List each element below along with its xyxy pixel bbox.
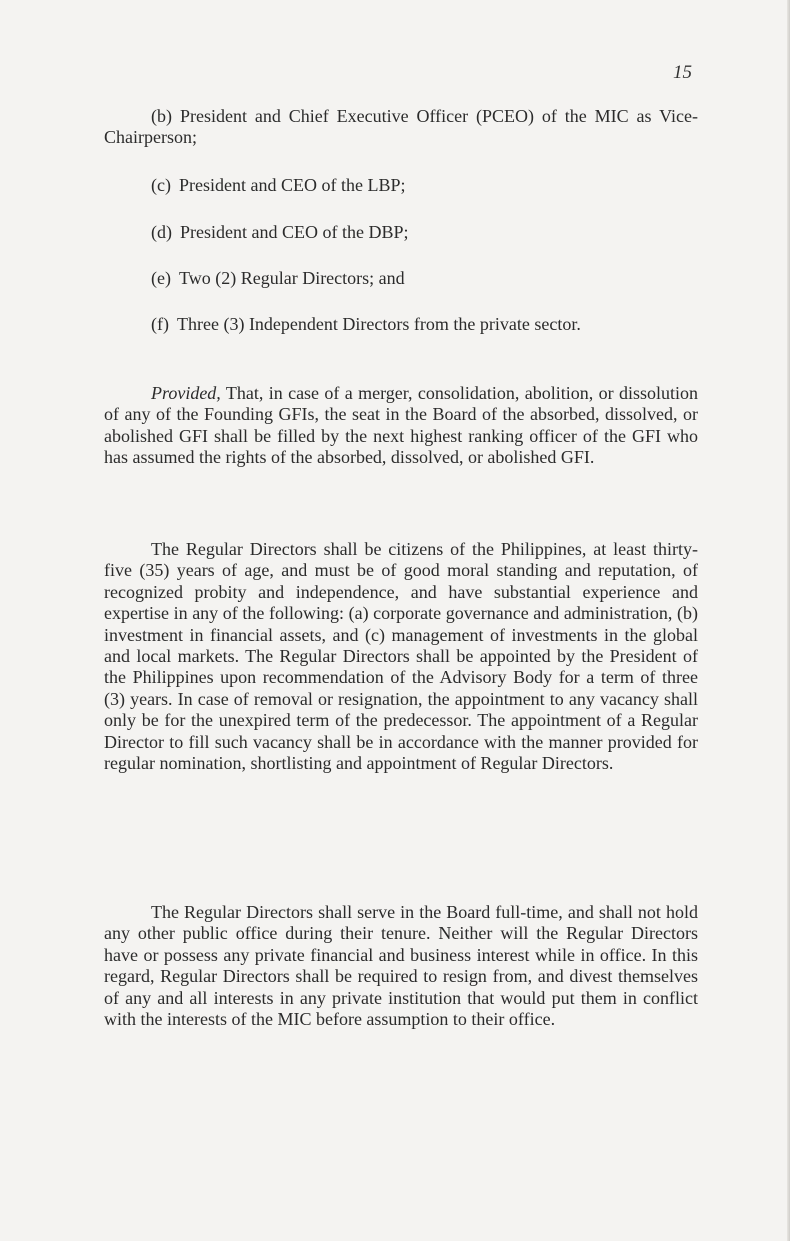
proviso-paragraph — [104, 383, 698, 469]
regular-directors-service-paragraph — [104, 902, 698, 1030]
item-label: (c) — [151, 175, 171, 195]
list-item-e — [104, 268, 698, 289]
proviso-lead: Provided, — [151, 383, 221, 403]
list-item-f — [104, 314, 698, 335]
list-item-b — [104, 106, 698, 149]
item-text: President and CEO of the LBP; — [178, 175, 406, 195]
item-label: (b) — [151, 106, 172, 126]
item-label: (e) — [151, 268, 171, 288]
paragraph-text: The Regular Directors shall be citizens of the Philippines, at least thirty-five (35) years of age, and must be of good moral standing and reputation, of recognized probity and independence, and have substantial experience and expertise in any of the following: (a) corporate governance and administration, (b) investment in financial assets, and (c) management of investments in the global and local markets. The Regular Directors shall be appointed by the President of the Philippines upon recommendation of the Advisory Body for a term of three (3) years. In case of removal or resignation, the appointment to any vacancy shall only be for the unexpired term of the predecessor. The appointment of a Regular Director to fill such vacancy shall be in accordance with the manner provided for regular nomination, shortlisting and appointment of Regular Directors. — [104, 539, 698, 774]
item-text: Three (3) Independent Directors from the private sector. — [176, 314, 581, 334]
page-number: 15 — [673, 62, 692, 83]
regular-directors-qualifications-paragraph — [104, 539, 698, 774]
paragraph-text: The Regular Directors shall serve in the Board full-time, and shall not hold any other public office during their tenure. Neither will the Regular Directors have or possess any private financial and business interest while in office. In this regard, Regular Directors shall be required to resign from, and divest themselves of any and all interests in any private institution that would put them in conflict with the interests of the MIC before assumption to their office. — [104, 902, 698, 1030]
item-label: (f) — [151, 314, 169, 334]
item-text: President and CEO of the DBP; — [180, 222, 409, 242]
list-item-d — [104, 222, 698, 243]
list-item-c — [104, 175, 698, 196]
proviso-text: That, in case of a merger, consolidation, abolition, or dissolution of any of the Founding GFIs, the seat in the Board of the absorbed, dissolved, or abolished GFI shall be filled by the next highest ranking officer of the GFI who has assumed the rights of the absorbed, dissolved, or abolished GFI. — [104, 383, 698, 468]
item-text: President and Chief Executive Officer (PCEO) of the MIC as Vice-Chairperson; — [104, 106, 698, 148]
item-label: (d) — [151, 222, 172, 242]
item-text: Two (2) Regular Directors; and — [178, 268, 405, 288]
